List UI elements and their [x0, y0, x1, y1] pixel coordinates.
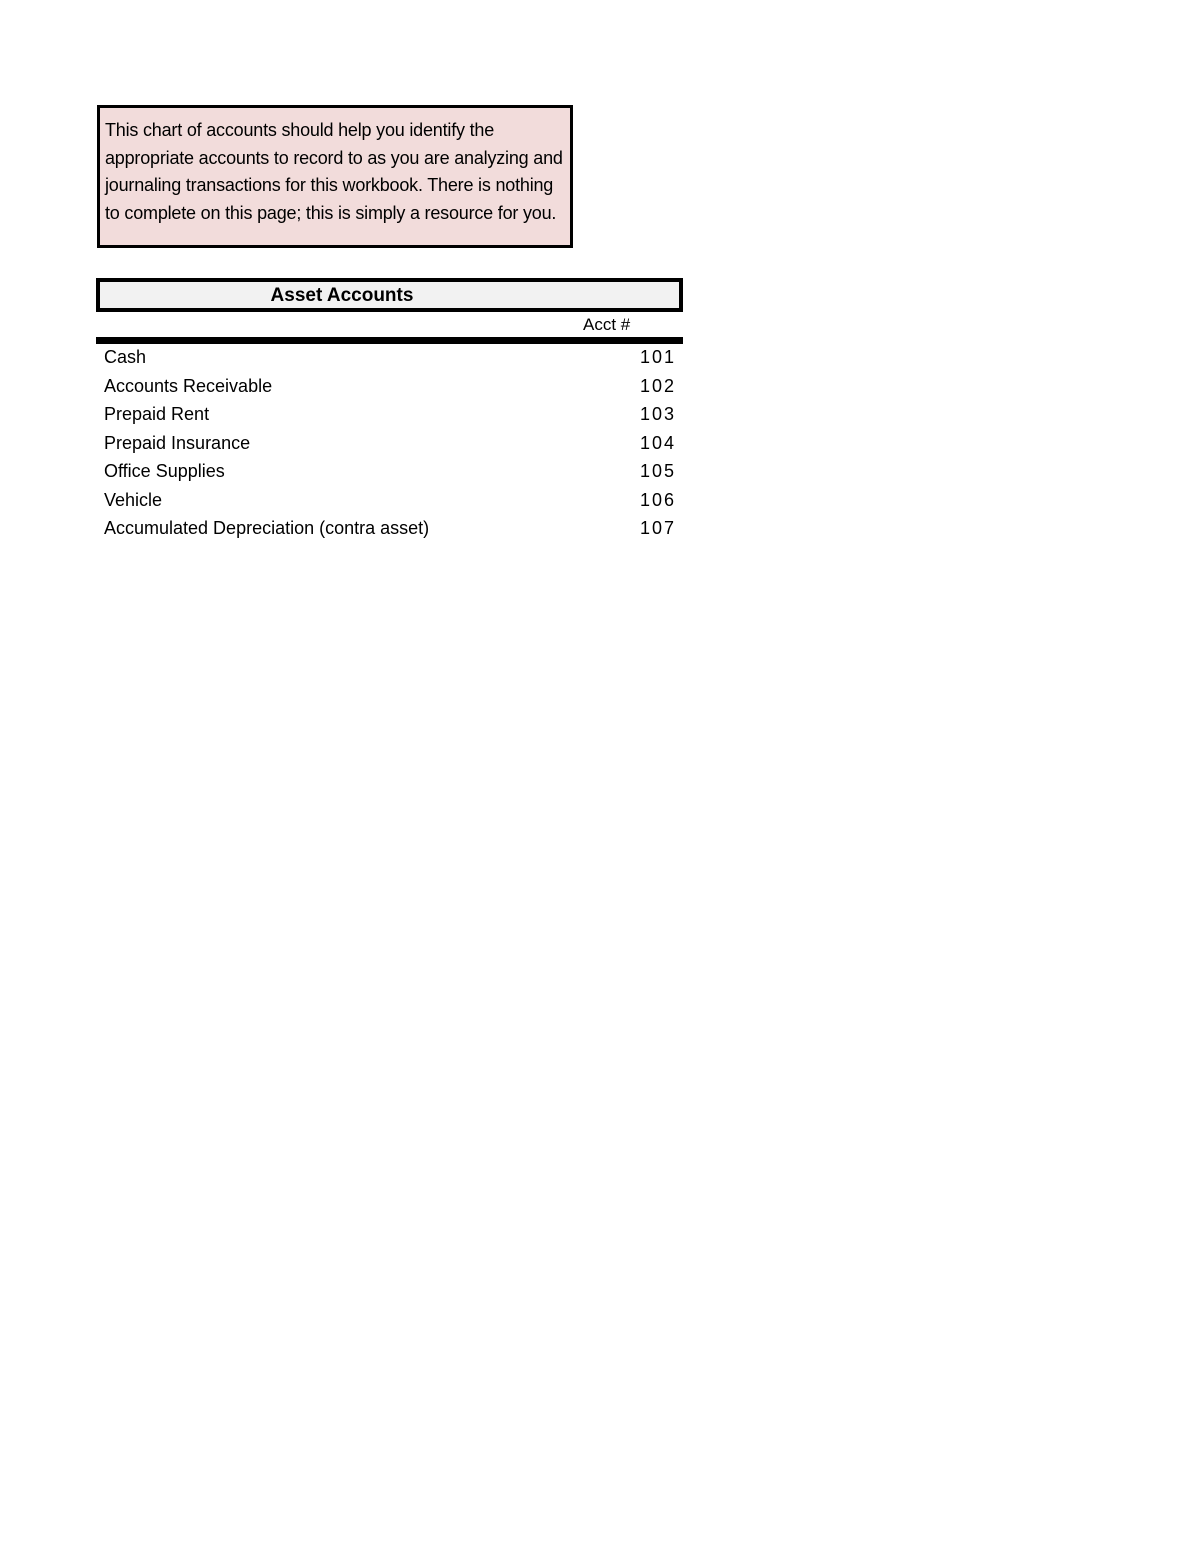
account-number: 107 [639, 518, 676, 538]
asset-accounts-header [96, 278, 683, 312]
account-number: 104 [639, 432, 676, 453]
account-name: Prepaid Insurance [104, 432, 251, 453]
account-name: Accounts Receivable [104, 375, 273, 396]
account-name: Vehicle [104, 489, 163, 510]
account-name: Prepaid Rent [104, 404, 210, 424]
account-name: Office Supplies [104, 461, 225, 481]
account-number: 102 [639, 375, 676, 396]
account-list [104, 344, 676, 544]
account-row-accounts-receivable [104, 373, 676, 402]
account-row-cash [104, 344, 676, 373]
instruction-note [97, 105, 573, 248]
account-name: Cash [104, 347, 147, 367]
account-number-column-header: Acct # [583, 315, 631, 334]
account-row-prepaid-insurance [104, 430, 676, 459]
header-divider [96, 337, 683, 344]
account-number: 106 [639, 489, 676, 510]
instruction-note-text: This chart of accounts should help you identify the appropriate accounts to record to as you are analyzing and journaling transactions for this workbook. There is nothing to complete on this page; this is simply a resource for you. [105, 120, 563, 223]
account-name: Accumulated Depreciation (contra asset) [104, 518, 430, 538]
account-row-accumulated-depreciation [104, 515, 676, 544]
account-row-office-supplies [104, 458, 676, 487]
account-row-prepaid-rent [104, 401, 676, 430]
account-number: 101 [639, 347, 676, 367]
account-row-vehicle [104, 487, 676, 516]
account-number: 103 [639, 404, 676, 424]
section-title: Asset Accounts [270, 285, 414, 306]
account-number: 105 [639, 461, 676, 481]
